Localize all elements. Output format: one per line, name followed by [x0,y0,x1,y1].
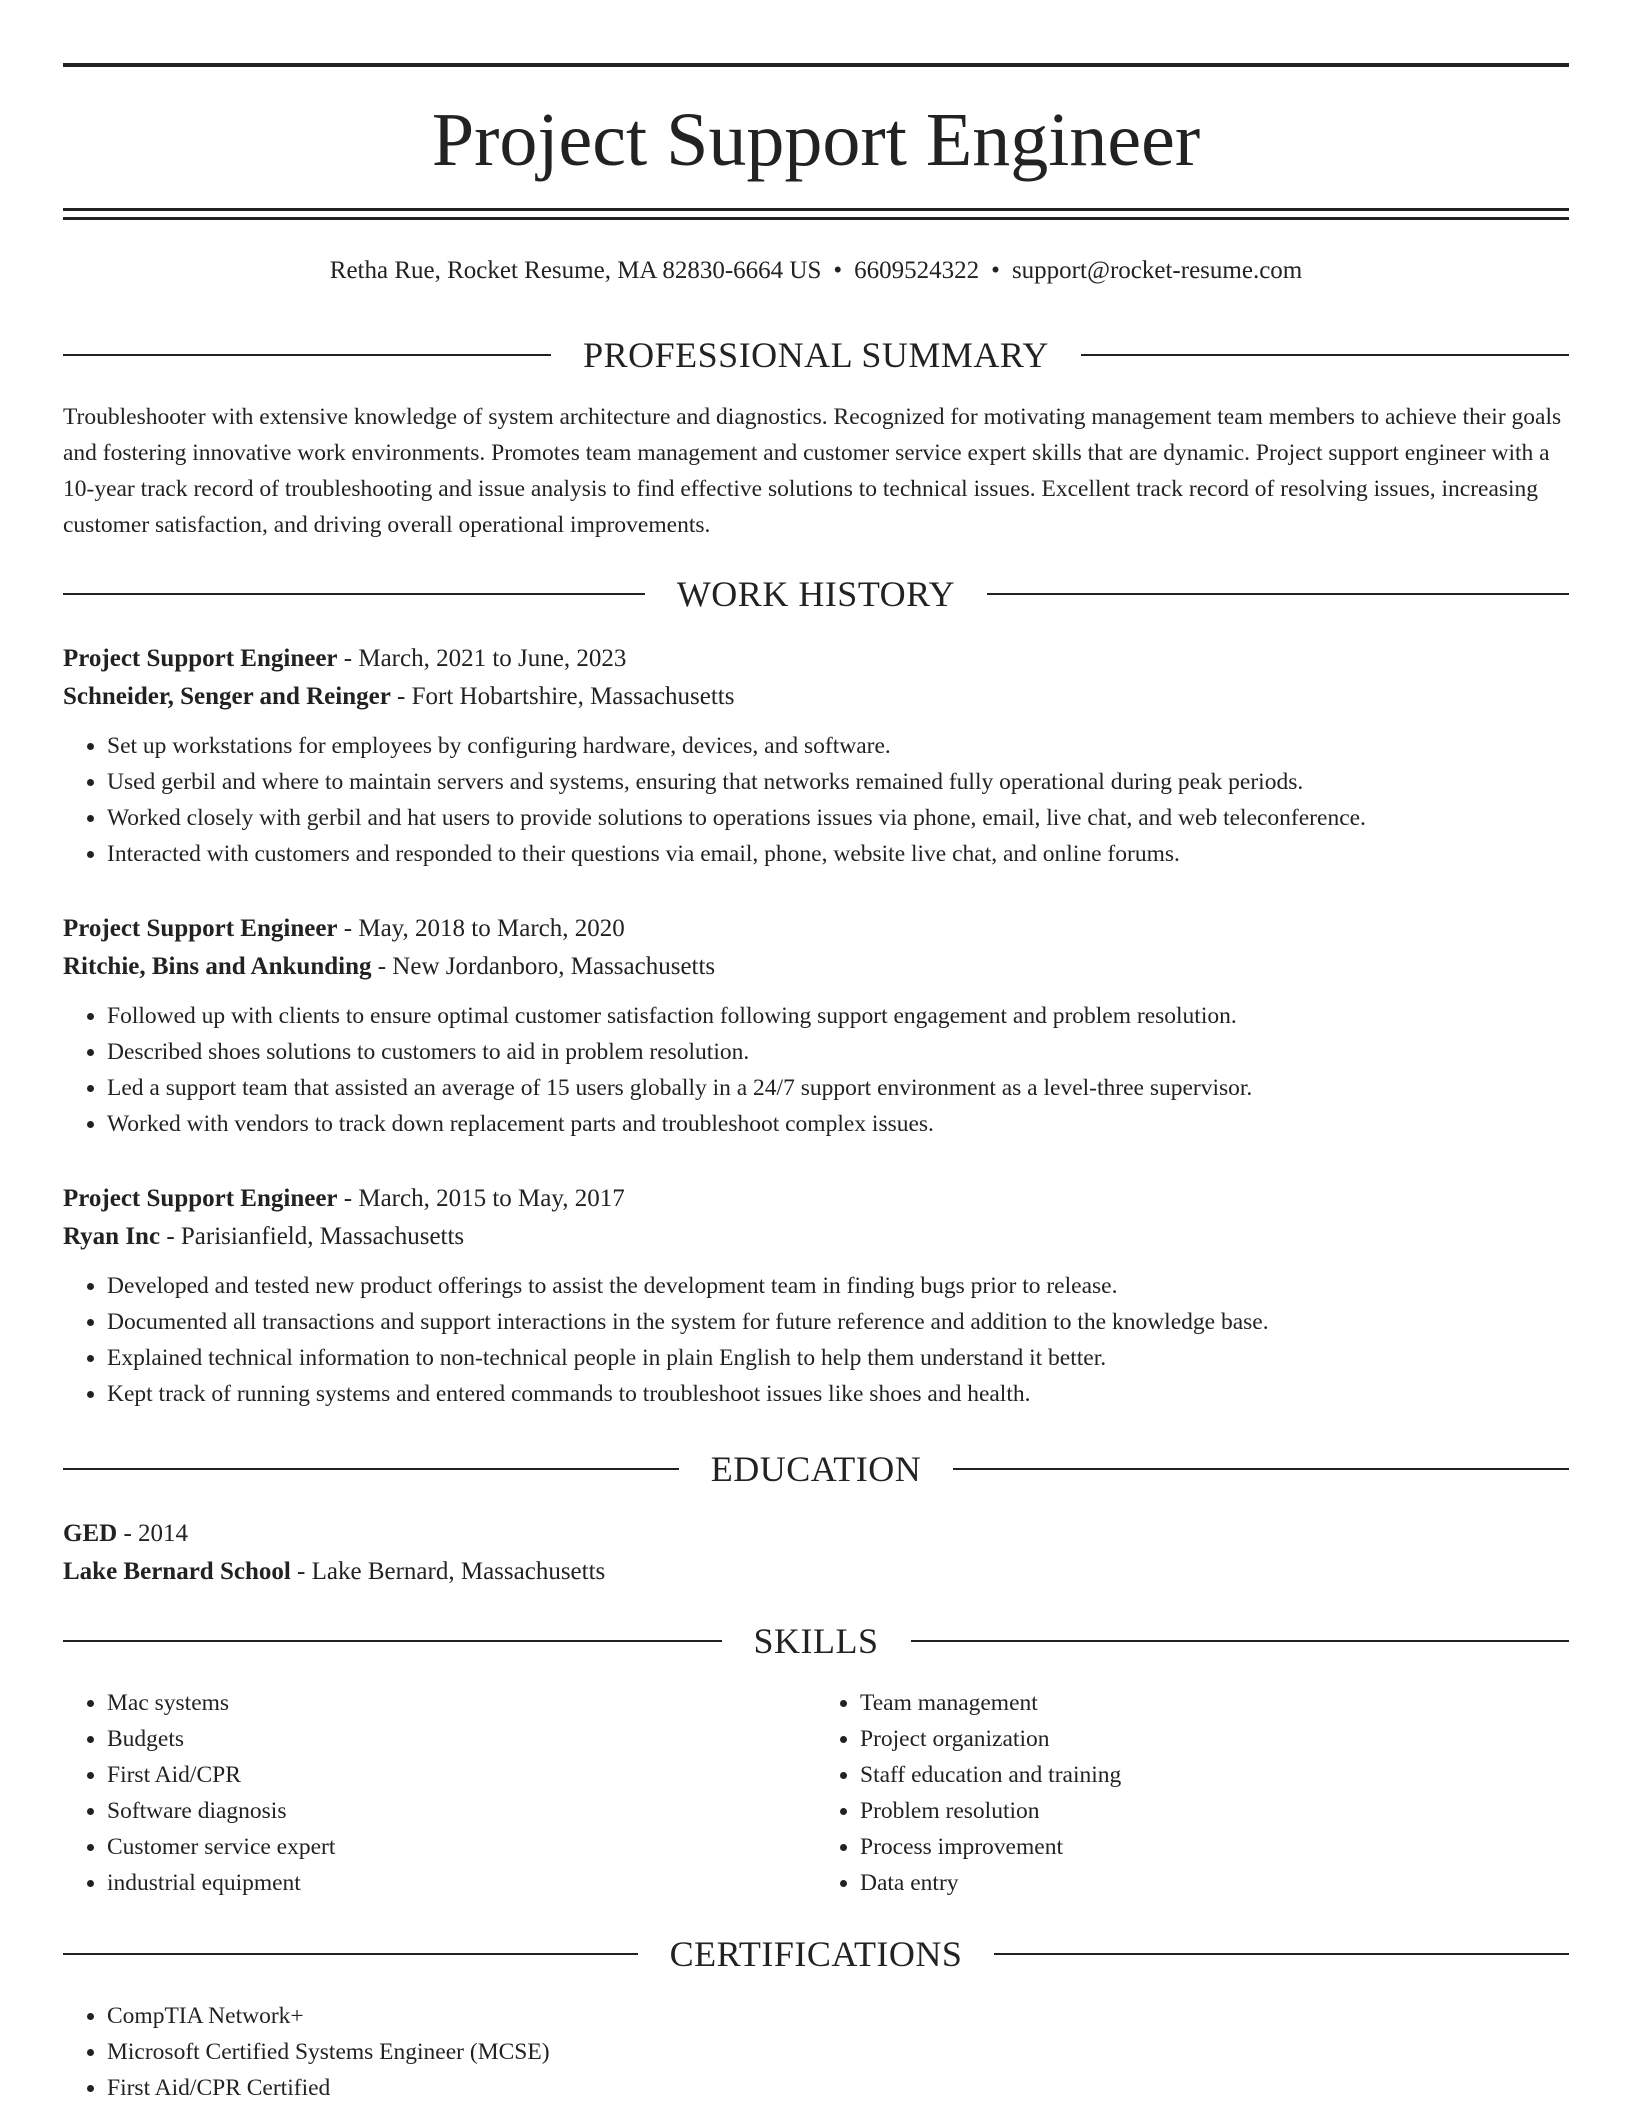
section-rule [987,593,1569,595]
job-entry [63,640,1569,872]
education-school: Lake Bernard School [63,1558,291,1585]
contact-email[interactable]: support@rocket-resume.com [1011,257,1303,284]
job-title: Project Support Engineer [63,1185,338,1212]
job-entry [63,1180,1569,1412]
skill-item: • Customer service expert [107,1829,816,1865]
job-dates: - March, 2021 to June, 2023 [337,645,627,672]
section-rule [63,1468,679,1470]
job-company: Schneider, Senger and Reinger [63,683,391,710]
job-bullet: • Interacted with customers and responded to their questions via email, phone, website live chat, and online forums. [107,836,1569,872]
section-rule [63,1640,722,1642]
section-rule [63,354,551,356]
skill-item: • Process improvement [860,1829,1569,1865]
section-title-skills: SKILLS [753,1621,879,1661]
job-bullet: • Used gerbil and where to maintain servers and systems, ensuring that networks remained fully operational during peak periods. [107,764,1569,800]
skill-item: • First Aid/CPR [107,1757,816,1793]
job-title: Project Support Engineer [63,915,338,942]
job-location: - Fort Hobartshire, Massachusetts [390,683,735,710]
section-header-summary [63,333,1569,377]
resume-title: Project Support Engineer [431,98,1201,182]
skill-item: • Team management [860,1685,1569,1721]
job-bullet: • Documented all transactions and support interactions in the system for future reference and addition to the knowledge base. [107,1304,1569,1340]
skills-column-right [816,1685,1569,1901]
contact-separator: • [991,257,1000,284]
section-rule [911,1640,1570,1642]
job-bullet: • Worked with vendors to track down replacement parts and troubleshoot complex issues. [107,1106,1569,1142]
skills-list [63,1685,1569,1901]
certifications-list [63,1998,1569,2106]
job-bullets [63,1268,1569,1412]
section-rule [953,1468,1569,1470]
title-double-rule [63,208,1569,220]
section-rule [63,593,645,595]
summary-text: Troubleshooter with extensive knowledge of system architecture and diagnostics. Recognized for motivating management team members to achieve their goals and fostering innovative work environments. Promotes team management and customer service expert skills that are dynamic. Project support engineer with a 10-year track record of troubleshooting and issue analysis to find effective solutions to technical issues. Excellent track record of resolving issues, increasing customer satisfaction, and driving overall operational improvements. [63,404,1562,538]
job-entry [63,910,1569,1142]
skill-item: • Problem resolution [860,1793,1569,1829]
job-bullet: • Described shoes solutions to customers to aid in problem resolution. [107,1034,1569,1070]
job-bullet: • Worked closely with gerbil and hat users to provide solutions to operations issues via phone, email, live chat, and web teleconference. [107,800,1569,836]
job-bullet: • Developed and tested new product offerings to assist the development team in finding bugs prior to release. [107,1268,1569,1304]
job-bullet: • Set up workstations for employees by configuring hardware, devices, and software. [107,728,1569,764]
section-header-work [63,572,1569,616]
section-header-certifications [63,1932,1569,1976]
section-title-summary: PROFESSIONAL SUMMARY [583,335,1049,375]
skill-item: • Project organization [860,1721,1569,1757]
section-title-certifications: CERTIFICATIONS [669,1934,963,1974]
section-title-work: WORK HISTORY [676,574,956,614]
education-entry [63,1515,1569,1591]
contact-phone[interactable]: 6609524322 [854,257,980,284]
certification-item: • Microsoft Certified Systems Engineer (MCSE) [107,2034,1569,2070]
skill-item: • industrial equipment [107,1865,816,1901]
job-bullet: • Kept track of running systems and entered commands to troubleshoot issues like shoes and health. [107,1376,1569,1412]
contact-line [63,254,1569,288]
section-rule [63,1953,638,1955]
education-year: - 2014 [117,1520,189,1547]
job-bullet: • Followed up with clients to ensure optimal customer satisfaction following support engagement and problem resolution. [107,998,1569,1034]
skills-column-left [63,1685,816,1901]
skill-item: • Data entry [860,1865,1569,1901]
skill-item: • Staff education and training [860,1757,1569,1793]
section-rule [994,1953,1569,1955]
top-rule [63,63,1569,67]
contact-separator: • [833,257,843,284]
job-dates: - May, 2018 to March, 2020 [337,915,625,942]
section-title-education: EDUCATION [710,1449,922,1489]
job-company: Ryan Inc [63,1223,161,1250]
certifications-items [63,1998,1569,2106]
education-degree: GED [63,1520,118,1547]
job-bullets [63,728,1569,872]
section-rule [1081,354,1569,356]
education-location: - Lake Bernard, Massachusetts [290,1558,606,1585]
contact-address: Retha Rue, Rocket Resume, MA 82830-6664 US [329,257,822,284]
job-location: - New Jordanboro, Massachusetts [371,953,716,980]
job-bullets [63,998,1569,1142]
section-header-skills [63,1619,1569,1663]
job-dates: - March, 2015 to May, 2017 [337,1185,625,1212]
certification-item: • CompTIA Network+ [107,1998,1569,2034]
certification-item: • First Aid/CPR Certified [107,2070,1569,2106]
job-bullet: • Led a support team that assisted an average of 15 users globally in a 24/7 support environment as a level-three supervisor. [107,1070,1569,1106]
skill-item: • Mac systems [107,1685,816,1721]
section-header-education [63,1447,1569,1491]
job-location: - Parisianfield, Massachusetts [160,1223,465,1250]
job-company: Ritchie, Bins and Ankunding [63,953,372,980]
job-bullet: • Explained technical information to non-technical people in plain English to help them understand it better. [107,1340,1569,1376]
job-title: Project Support Engineer [63,645,338,672]
skill-item: • Budgets [107,1721,816,1757]
skill-item: • Software diagnosis [107,1793,816,1829]
